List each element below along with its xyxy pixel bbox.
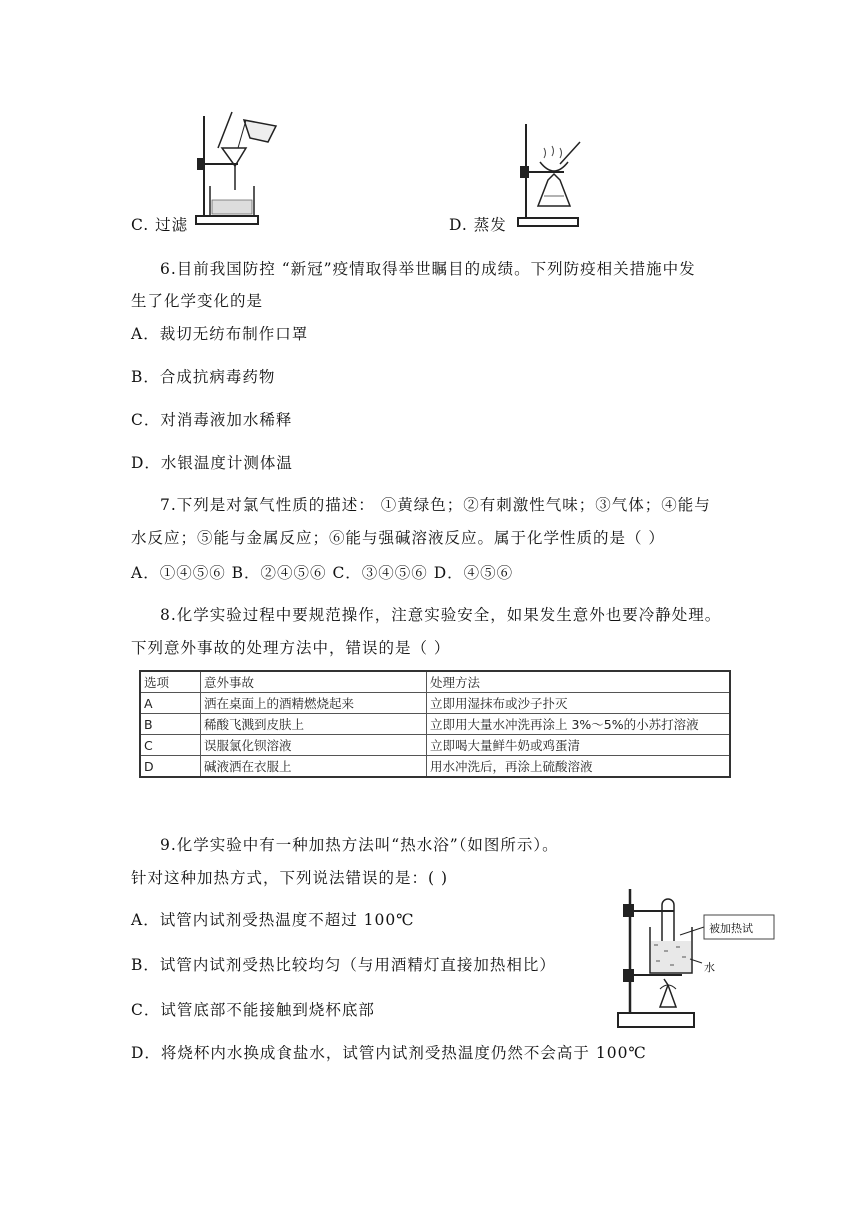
q7-options: A．①④⑤⑥ B．②④⑤⑥ C．③④⑤⑥ D．④⑤⑥: [131, 564, 514, 582]
table-cell: 立即用湿抹布或沙子扑灭: [427, 693, 731, 714]
reagent-label: 被加热试: [709, 922, 753, 935]
q7-stem-line1: 7.下列是对氯气性质的描述： ①黄绿色；②有刺激性气味；③气体；④能与: [160, 496, 711, 514]
q6-stem-line2: 生了化学变化的是: [131, 292, 264, 310]
q8-stem-line1: 8.化学实验过程中要规范操作，注意实验安全，如果发生意外也要冷静处理。: [160, 606, 722, 624]
q9-option: A．试管内试剂受热温度不超过 100℃: [131, 911, 415, 929]
table-cell: 误服氯化钡溶液: [201, 735, 427, 756]
table-cell: A: [140, 693, 201, 714]
q6-option: A．裁切无纺布制作口罩: [131, 325, 309, 343]
table-cell: C: [140, 735, 201, 756]
q6-stem-line1: 6.目前我国防控 “新冠”疫情取得举世瞩目的成绩。下列防疫相关措施中发: [160, 260, 696, 278]
table-cell: D: [140, 756, 201, 778]
table-row: [140, 714, 730, 735]
q9-option: B．试管内试剂受热比较均匀（与用酒精灯直接加热相比）: [131, 956, 556, 974]
table-cell: 稀酸飞溅到皮肤上: [201, 714, 427, 735]
q9-option: C．试管底部不能接触到烧杯底部: [131, 1001, 375, 1019]
table-cell: 洒在桌面上的酒精燃烧起来: [201, 693, 427, 714]
table-row: [140, 735, 730, 756]
table-cell: B: [140, 714, 201, 735]
table-cell: 碱液洒在衣服上: [201, 756, 427, 778]
table-header-cell: 意外事故: [201, 671, 427, 693]
q7-stem-line2: 水反应；⑤能与金属反应；⑥能与强碱溶液反应。属于化学性质的是（ ）: [131, 529, 665, 547]
water-label: 水: [704, 961, 715, 974]
table-cell: 用水冲洗后，再涂上硫酸溶液: [427, 756, 731, 778]
table-header-cell: 选项: [140, 671, 201, 693]
water-bath-apparatus-figure: [610, 885, 786, 1033]
q6-option: C．对消毒液加水稀释: [131, 411, 293, 429]
q9-stem-line1: 9.化学实验中有一种加热方法叫“热水浴”（如图所示）。: [160, 836, 559, 854]
table-header-row: [140, 671, 730, 693]
table-row: [140, 693, 730, 714]
q9-stem-line2: 针对这种加热方式，下列说法错误的是：( ): [131, 869, 449, 887]
filtration-apparatus-figure: [188, 108, 288, 232]
q5-option-d: D. 蒸发: [449, 216, 507, 234]
table-cell: 立即喝大量鲜牛奶或鸡蛋清: [427, 735, 731, 756]
q6-option: D．水银温度计测体温: [131, 454, 293, 472]
table-cell: 立即用大量水冲洗再涂上 3%～5%的小苏打溶液: [427, 714, 731, 735]
q6-option: B．合成抗病毒药物: [131, 368, 276, 386]
table-header-cell: 处理方法: [427, 671, 731, 693]
table-row: [140, 756, 730, 778]
evaporation-apparatus-figure: [514, 118, 604, 232]
q8-stem-line2: 下列意外事故的处理方法中，错误的是（ ）: [131, 639, 451, 657]
accident-handling-table: [139, 670, 731, 778]
q9-option: D．将烧杯内水换成食盐水，试管内试剂受热温度仍然不会高于 100℃: [131, 1044, 647, 1062]
q5-option-c: C. 过滤: [131, 216, 189, 234]
